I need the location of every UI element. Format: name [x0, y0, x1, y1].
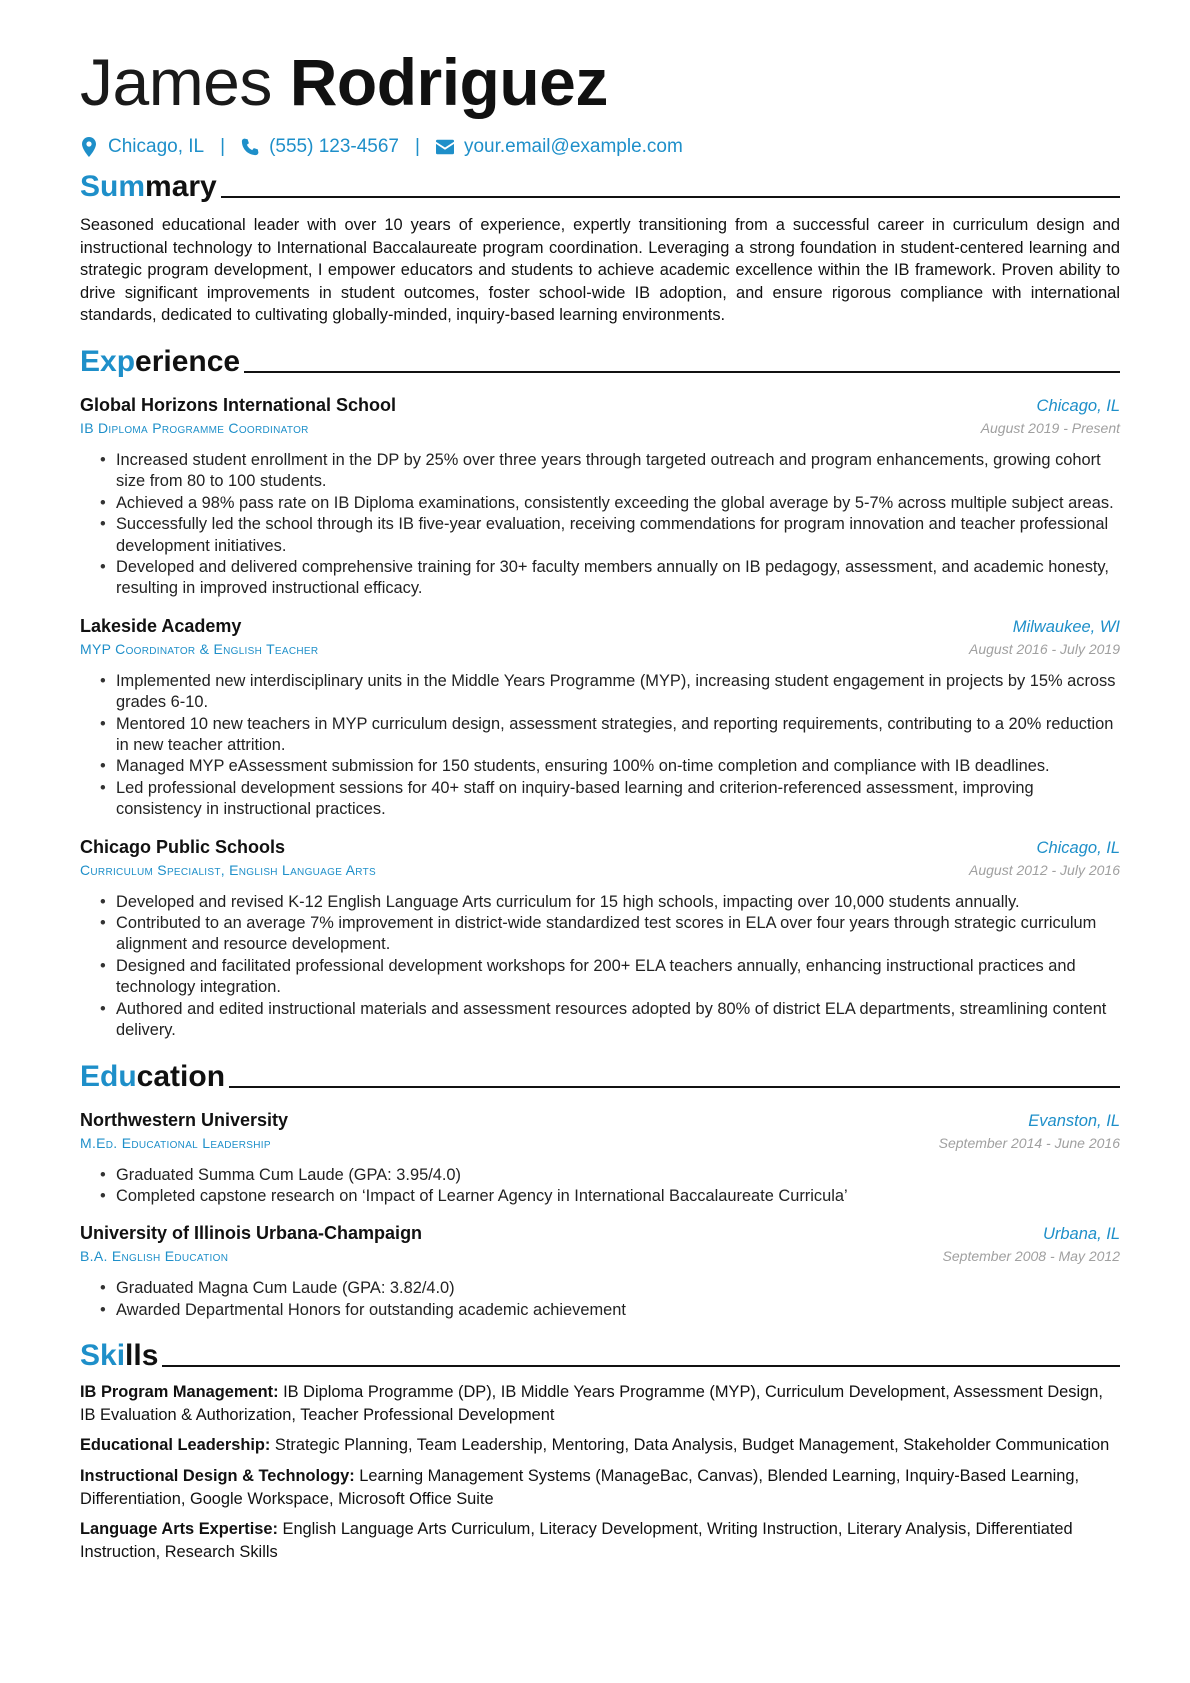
- dates: August 2012 - July 2016: [969, 861, 1120, 878]
- location: Chicago, IL: [1036, 838, 1120, 857]
- bullet-item: • Mentored 10 new teachers in MYP curriculum design, assessment strategies, and reporting requirements, contributing to a 20% reduction in new teacher attrition.: [100, 714, 1120, 757]
- map-pin-icon: [80, 137, 98, 157]
- skill-label: IB Program Management:: [80, 1383, 279, 1402]
- bullet-item: • Achieved a 98% pass rate on IB Diploma examinations, consistently exceeding the global average by 5-7% across multiple subject areas.: [100, 493, 1120, 514]
- organization: Chicago Public Schools: [80, 836, 286, 857]
- bullet-item: • Designed and facilitated professional development workshops for 200+ ELA teachers annually, enhancing instructional practices and technology integration.: [100, 956, 1120, 999]
- bullet-item: • Increased student enrollment in the DP by 25% over three years through targeted outreach and program enhancements, growing cohort size from 80 to 100 students.: [100, 450, 1120, 493]
- bullet-list: [80, 671, 1120, 821]
- skill-row: [80, 1381, 1120, 1426]
- role: Curriculum Specialist, English Language Arts: [80, 861, 376, 878]
- title-rest: cation: [136, 1059, 226, 1093]
- location: Urbana, IL: [1042, 1225, 1120, 1244]
- bullet-item: • Graduated Summa Cum Laude (GPA: 3.95/4.0): [100, 1165, 1120, 1186]
- contact-separator: |: [220, 136, 226, 157]
- dates: August 2016 - July 2019: [969, 640, 1120, 657]
- contact-bar: [80, 134, 1120, 160]
- education-section: [80, 1056, 1120, 1322]
- summary-text: Seasoned educational leader with over 10 years of experience, expertly transitioning from a successful career in curriculum design and instructional technology to International Baccalaureate program coordination. Leveraging a strong foundation in student-centered learning and strategic program development, I empower educators and students to achieve academic excellence within the IB framework. Proven ability to drive significant improvements in student outcomes, foster school-wide IB adoption, and ensure rigorous compliance with international standards, dedicated to cultivating globally-minded, inquiry-based learning environments.: [80, 216, 1120, 325]
- location: Chicago, IL: [1036, 396, 1120, 415]
- education-entry: [80, 1221, 1120, 1321]
- contact-location: [80, 136, 204, 158]
- organization: Global Horizons International School: [80, 394, 397, 415]
- email-text: your.email@example.com: [463, 136, 683, 157]
- skill-value: Learning Management Systems (ManageBac, Canvas), Blended Learning, Inquiry-Based Learning, Differentiation, Google Workspace, Microsoft Office Suite: [80, 1466, 1080, 1508]
- skill-value: IB Diploma Programme (DP), IB Middle Years Programme (MYP), Curriculum Development, Assessment Design, IB Evaluation & Authorization, Teacher Professional Development: [80, 1383, 1103, 1424]
- location: Evanston, IL: [1028, 1111, 1120, 1130]
- resume-page: [80, 40, 1120, 1563]
- bullet-item: • Developed and revised K-12 English Language Arts curriculum for 15 high schools, impacting over 10,000 students annually.: [100, 892, 1120, 913]
- section-rule: [229, 1086, 1120, 1088]
- skill-row: [80, 1518, 1120, 1563]
- experience-entry: [80, 614, 1120, 821]
- location-text: Chicago, IL: [108, 136, 205, 157]
- bullet-item: • Developed and delivered comprehensive training for 30+ faculty members annually on IB pedagogy, assessment, and academic honesty, resulting in improved instructional efficacy.: [100, 557, 1120, 600]
- contact-phone[interactable]: [241, 136, 399, 158]
- degree: M.Ed. Educational Leadership: [80, 1134, 271, 1151]
- skill-label: Instructional Design & Technology:: [80, 1466, 355, 1485]
- organization: Lakeside Academy: [80, 615, 242, 636]
- bullet-item: • Completed capstone research on ‘Impact of Learner Agency in International Baccalaureate Curricula’: [100, 1186, 1120, 1207]
- section-title: [80, 1335, 1120, 1373]
- bullet-item: • Authored and edited instructional materials and assessment resources adopted by 80% of district ELA departments, streamlining content delivery.: [100, 999, 1120, 1042]
- dates: September 2008 - May 2012: [942, 1248, 1120, 1265]
- institution: University of Illinois Urbana-Champaign: [80, 1223, 423, 1244]
- phone-icon: [241, 137, 259, 157]
- education-entry: [80, 1108, 1120, 1208]
- last-name: Rodriguez: [289, 45, 608, 119]
- dates: August 2019 - Present: [980, 419, 1120, 436]
- bullet-list: [80, 450, 1120, 600]
- summary-section: [80, 166, 1120, 327]
- skill-label: Language Arts Expertise:: [80, 1520, 278, 1539]
- first-name: James: [80, 45, 272, 119]
- experience-section: [80, 341, 1120, 1042]
- title-accent: Edu: [80, 1059, 137, 1093]
- bullet-list: [80, 892, 1120, 1042]
- candidate-name: [80, 40, 1120, 124]
- bullet-item: • Contributed to an average 7% improvement in district-wide standardized test scores in ELA over four years through strategic curriculum alignment and resource development.: [100, 913, 1120, 956]
- section-rule: [221, 196, 1120, 198]
- skill-row: [80, 1434, 1120, 1457]
- bullet-item: • Graduated Magna Cum Laude (GPA: 3.82/4.0): [100, 1278, 1120, 1299]
- contact-separator: |: [415, 136, 420, 157]
- title-rest: erience: [135, 344, 241, 378]
- role: IB Diploma Programme Coordinator: [80, 419, 309, 436]
- skill-row: [80, 1465, 1120, 1510]
- bullet-item: • Managed MYP eAssessment submission for 150 students, ensuring 100% on-time completion and compliance with IB deadlines.: [100, 756, 1120, 777]
- experience-entry: [80, 835, 1120, 1042]
- bullet-item: • Led professional development sessions for 40+ staff on inquiry-based learning and criterion-referenced assessment, improving consistency in instructional practices.: [100, 778, 1120, 821]
- section-rule: [244, 371, 1120, 373]
- institution: Northwestern University: [80, 1109, 289, 1130]
- skill-value: English Language Arts Curriculum, Literacy Development, Writing Instruction, Literary Analysis, Differentiated Instruction, Research Skills: [80, 1520, 1073, 1561]
- bullet-item: • Implemented new interdisciplinary units in the Middle Years Programme (MYP), increasing student engagement in projects by 15% across grades 6-10.: [100, 671, 1120, 714]
- location: Milwaukee, WI: [1012, 617, 1120, 636]
- section-rule: [162, 1365, 1120, 1367]
- skill-value: Strategic Planning, Team Leadership, Mentoring, Data Analysis, Budget Management, Stakeholder Communication: [270, 1436, 1110, 1455]
- section-title: [80, 341, 1120, 379]
- envelope-icon: [436, 137, 454, 157]
- dates: September 2014 - June 2016: [938, 1134, 1120, 1151]
- role: MYP Coordinator & English Teacher: [80, 640, 319, 657]
- section-title: [80, 1056, 1120, 1094]
- title-accent: Ski: [80, 1339, 126, 1373]
- degree: B.A. English Education: [80, 1248, 229, 1265]
- title-accent: Sum: [80, 170, 146, 203]
- bullet-item: • Awarded Departmental Honors for outstanding academic achievement: [100, 1300, 1120, 1321]
- title-accent: Exp: [80, 344, 136, 378]
- skills-section: [80, 1335, 1120, 1563]
- bullet-list: [80, 1165, 1120, 1208]
- contact-email[interactable]: [436, 136, 683, 158]
- section-title: [80, 166, 1120, 204]
- skill-label: Educational Leadership:: [80, 1436, 271, 1455]
- bullet-list: [80, 1278, 1120, 1321]
- title-rest: lls: [125, 1339, 159, 1373]
- bullet-item: • Successfully led the school through its IB five-year evaluation, receiving commendations for program innovation and teacher professional development initiatives.: [100, 514, 1120, 557]
- experience-entry: [80, 393, 1120, 600]
- phone-text: (555) 123-4567: [269, 136, 399, 157]
- title-rest: mary: [145, 170, 217, 203]
